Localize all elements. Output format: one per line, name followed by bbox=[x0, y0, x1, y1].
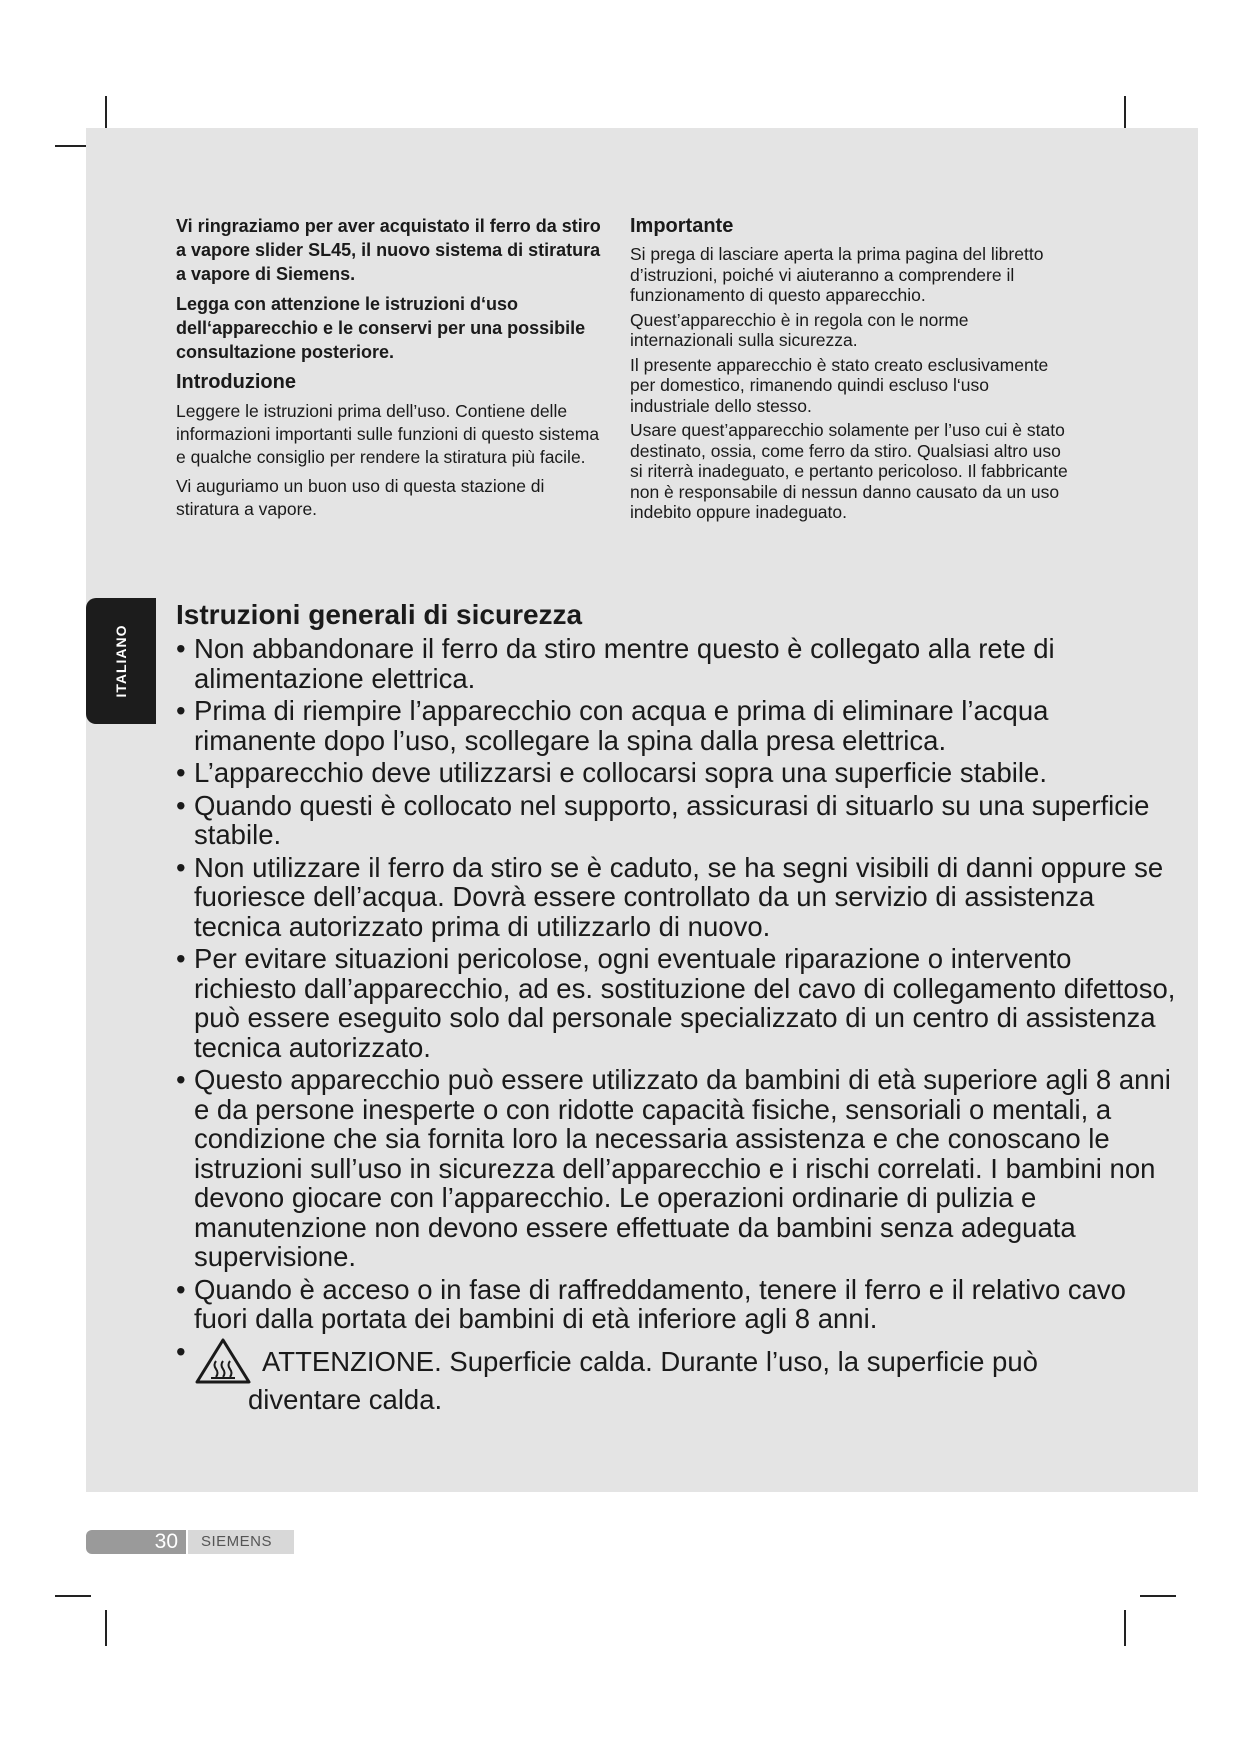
list-item: • Questo apparecchio può essere utilizzato da bambini di età superiore agli 8 anni e da persone inesperte o con ridotte capacità fisiche, sensoriali o mentali, a condizione che sia fornita loro la necessaria assistenza e che conoscano le istruzioni sull’uso in sicurezza dell’apparecchio e i rischi correlati. I bambini non devono giocare con l’apparecchio. Le operazioni ordinarie di pulizia e manutenzione non devono essere effettuate da bambini senza adeguata supervisione. bbox=[176, 1065, 1176, 1272]
safety-title: Istruzioni generali di sicurezza bbox=[176, 599, 583, 630]
introduction-heading: Introduzione bbox=[176, 371, 296, 393]
important-paragraph: Il presente apparecchio è stato creato esclusivamente per domestico, rimanendo quindi escluso l‘uso industriale dello stesso. bbox=[630, 354, 1049, 416]
safety-section bbox=[176, 598, 1176, 1417]
list-item: • Per evitare situazioni pericolose, ogni eventuale riparazione o intervento richiesto dall’apparecchio, ad es. sostituzione del cavo di collegamento difettoso, può essere eseguito solo dal personale specializzato di un centro di assistenza tecnica autorizzato. bbox=[176, 944, 1176, 1062]
warning-text-continued: diventare calda. bbox=[248, 1383, 443, 1415]
important-paragraph: Si prega di lasciare aperta la prima pagina del libretto d’istruzioni, poiché vi aiuteranno a comprendere il funzionamento di questo apparecchio. bbox=[630, 244, 1044, 305]
list-item: • L’apparecchio deve utilizzarsi e collocarsi sopra una superficie stabile. bbox=[176, 758, 1176, 788]
list-item: • Quando è acceso o in fase di raffreddamento, tenere il ferro e il relativo cavo fuori dalla portata dei bambini di età inferiore agli 8 anni. bbox=[176, 1275, 1176, 1334]
read-instructions-text: Legga con attenzione le istruzioni d‘uso dell‘apparecchio e le conservi per una possibile consultazione posteriore. bbox=[176, 294, 586, 362]
language-tab-label: ITALIANO bbox=[113, 624, 129, 698]
page-number: 30 bbox=[154, 1530, 178, 1553]
safety-list bbox=[176, 634, 1176, 1414]
crop-mark bbox=[1124, 1610, 1126, 1646]
list-item: • Non abbandonare il ferro da stiro mentre questo è collegato alla rete di alimentazione elettrica. bbox=[176, 634, 1176, 693]
important-column bbox=[630, 212, 1070, 527]
crop-mark bbox=[105, 96, 107, 132]
crop-mark bbox=[55, 1595, 91, 1597]
intro-paragraph: Vi auguriamo un buon uso di questa stazione di stiratura a vapore. bbox=[176, 476, 545, 519]
warning-item bbox=[176, 1337, 1176, 1415]
crop-mark bbox=[105, 1610, 107, 1646]
important-heading: Importante bbox=[630, 215, 734, 237]
brand-label: SIEMENS bbox=[201, 1533, 273, 1550]
crop-mark bbox=[1124, 96, 1126, 132]
important-paragraph: Usare quest’apparecchio solamente per l’uso cui è stato destinato, ossia, come ferro da stiro. Qualsiasi altro uso si riterrà inadeguato, e pertanto pericoloso. Il fabbricante non è responsabile di nessun danno causato da un uso indebito oppure inadeguato. bbox=[630, 420, 1068, 522]
thanks-text: Vi ringraziamo per aver acquistato il ferro da stiro a vapore slider SL45, il nuovo sistema di stiratura a vapore di Siemens. bbox=[176, 216, 601, 284]
list-item: • Quando questi è collocato nel supporto, assicurasi di situarlo su una superficie stabile. bbox=[176, 791, 1176, 850]
crop-mark bbox=[1140, 1595, 1176, 1597]
list-item: • Prima di riempire l’apparecchio con acqua e prima di eliminare l’acqua rimanente dopo l’uso, scollegare la spina dalla presa elettrica. bbox=[176, 696, 1176, 755]
intro-column bbox=[176, 214, 604, 527]
intro-paragraph: Leggere le istruzioni prima dell’uso. Contiene delle informazioni importanti sulle funzioni di questo sistema e qualche consiglio per rendere la stiratura più facile. bbox=[176, 401, 600, 467]
language-tab bbox=[86, 598, 156, 724]
hot-surface-warning-icon bbox=[194, 1337, 252, 1385]
list-item: • Non utilizzare il ferro da stiro se è caduto, se ha segni visibili di danni oppure se fuoriesce dell’acqua. Dovrà essere controllato da un servizio di assistenza tecnica autorizzato prima di utilizzarlo di nuovo. bbox=[176, 853, 1176, 942]
warning-text: ATTENZIONE. Superficie calda. Durante l’uso, la superficie può bbox=[262, 1345, 1038, 1377]
important-paragraph: Quest’apparecchio è in regola con le norme internazionali sulla sicurezza. bbox=[630, 309, 969, 350]
